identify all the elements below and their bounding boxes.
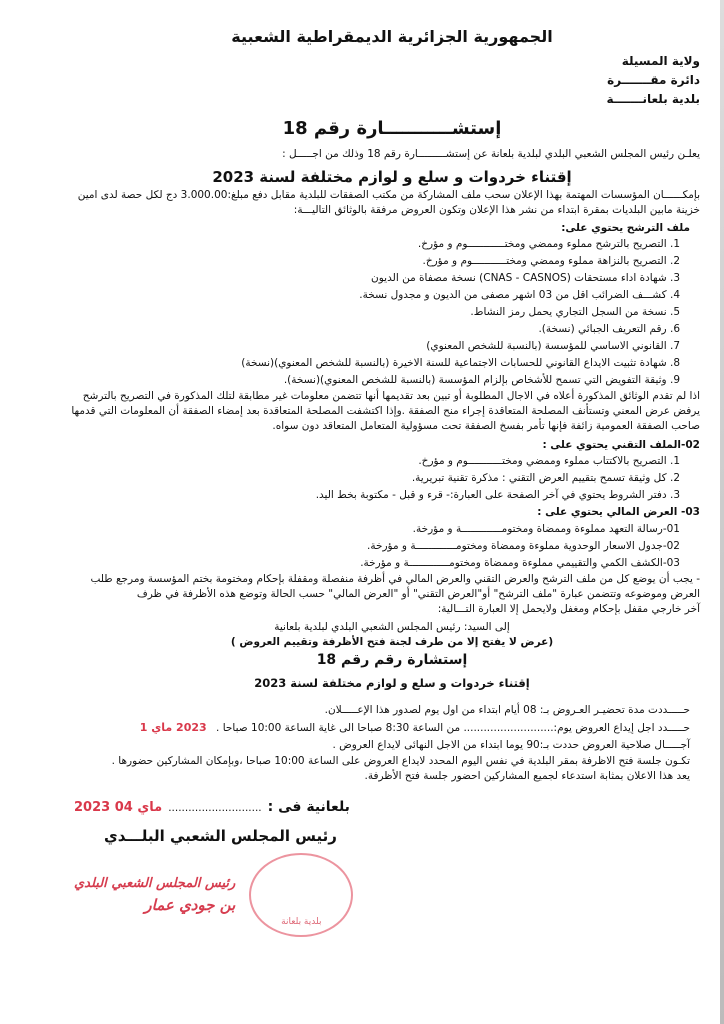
candidacy-item: 3. شهادة اداء مستحقات (CNAS - CASNOS) نسخة مصفاة من الديون xyxy=(371,272,680,284)
term-line: تكـون جلسة فتح الاظرفة بمقر البلدية في نفس اليوم المحدد لايداع العروض على الساعة 10:00 صباحا ،وبإمكان المشاركين حضورها . xyxy=(111,755,690,767)
candidacy-item: 9. وثيقة التفويض التي تسمح للأشخاص بإلزام المؤسسة (بالنسبة للشخص المعنوي)(نسخة). xyxy=(283,374,680,386)
term-line: يعد هذا الاعلان بمثابة استدعاء لجميع المشاركين احضور جلسة فتح الأظرفة. xyxy=(364,770,690,782)
financial-item: 03-الكشف الكمي والتقييمي مملوءة وممضاة ومختومـــــــــــــة و مؤرخة. xyxy=(360,557,680,569)
commune-label: بلدية بلعانـــــــة xyxy=(606,92,700,106)
seal-text: بلدية بلعانة xyxy=(281,917,322,927)
envelope-instructions: العرض وموضوعه وتتضمن عبارة "ملف الترشح" أو"العرض التقني" أو "العرض المالي" حسب الحالة وتوضع هذه الأظرفة في ظرف xyxy=(136,588,700,600)
candidacy-note: يرفض عرض المعني وتستأنف المصلحة المتعاقدة إجراء منح الصفقة .وإذا اكتشفت المصلحة المتعاقدة بعد إمضاء الصفقة أن المعلومات التي قدمها xyxy=(71,405,700,417)
term-line: آجـــــال صلاحية العروض حددت بـ:90 يوما ابتداء من الاجل النهائى لايداع العروض . xyxy=(332,739,690,751)
candidacy-item: 7. القانوني الاساسي للمؤسسة (بالنسبة للشخص المعنوي) xyxy=(426,340,680,352)
technical-item: 2. كل وثيقة تسمح بتقييم العرض التقني : مذكرة تقنية تبريرية. xyxy=(411,472,680,484)
candidacy-item: 6. رقم التعريف الجبائي (نسخة). xyxy=(538,323,680,335)
envelope-instructions: - يجب أن يوضع كل من ملف الترشح والعرض التقني والعرض المالي في أظرفة منفصلة ومقفلة بإحكام ومختومة بختم المؤسسة ومرجع طلب xyxy=(90,573,700,585)
place-label: بلعانية فى : xyxy=(267,799,350,815)
republic-heading: الجمهورية الجزائرية الديمقراطية الشعبية xyxy=(231,27,553,46)
envelope-note: (عرض لا يفتح إلا من طرف لجنة فتح الأظرفة وتقييم العروض ) xyxy=(230,636,554,648)
signature-block xyxy=(24,798,700,937)
candidacy-item: 5. نسخة من السجل التجاري يحمل رمز النشاط. xyxy=(470,306,680,318)
technical-item: 3. دفتر الشروط يحتوي في آخر الصفحة على العبارة:- قرء و قبل - مكتوبة بخط اليد. xyxy=(315,489,680,501)
financial-heading: 03- العرض المالي يحتوي على : xyxy=(537,506,700,518)
envelope-address: إلى السيد: رئيس المجلس الشعبي البلدي لبلدية بلعانية xyxy=(274,621,510,633)
wilaya-label: ولاية المسيلة xyxy=(621,54,700,68)
financial-item: 01-رسالة التعهد مملوءة وممضاة ومختومـــــــــــــة و مؤرخة. xyxy=(412,523,680,535)
term-line-deposit xyxy=(24,719,700,737)
consultation-title: إستشـــــــــــارة رقم 18 xyxy=(282,118,502,139)
subject-heading: إقتناء خردوات و سلع و لوازم مختلفة لسنة 2023 xyxy=(212,168,572,186)
signature-column xyxy=(74,798,353,937)
place-date-line xyxy=(74,798,350,817)
intro-line: خزينة مابين البلديات بمقرة ابتداء من نشر هذا الإعلان وتكون العروض مرفقة بالوثائق التاليـــة: xyxy=(293,204,700,216)
handwritten-signature: بن جودي عمار xyxy=(144,896,236,914)
place-date-dots: ............................ xyxy=(168,802,262,814)
official-seal xyxy=(249,853,353,937)
candidacy-heading: ملف الترشح يحتوي على: xyxy=(561,222,690,234)
signatory-title: رئيس المجلس الشعبي البلـــدي xyxy=(104,827,337,845)
candidacy-item: 2. التصريح بالنزاهة مملوء وممضي ومختـــــــــــوم و مؤرخ. xyxy=(422,255,680,267)
announcement-line: يعلـن رئيس المجلس الشعبي البلدي لبلدية بلعانة عن إستشـــــــــارة رقم 18 وذلك من اجـــــل : xyxy=(282,148,700,160)
candidacy-note: صاحب الصفقة العمومية زائفة فإنها تأمر بفسخ الصفقة تحت مسؤولية المتعامل المتعاقد دون سواه. xyxy=(272,420,700,432)
stamp-row xyxy=(74,853,353,937)
signature-stack xyxy=(74,874,235,916)
technical-item: 1. التصريح بالاكتتاب مملوء وممضي ومختـــــــــــوم و مؤرخ. xyxy=(418,455,680,467)
technical-heading: 02-الملف التقني يحتوي على : xyxy=(542,439,700,451)
envelope-subject: إقتناء خردوات و سلع و لوازم مختلفة لسنة 2023 xyxy=(254,676,530,690)
signature-title-stamp: رئيس المجلس الشعبي البلدي xyxy=(74,876,236,891)
candidacy-item: 4. كشـــف الضرائب اقل من 03 اشهر مصفى من الديون و مجدول نسخة. xyxy=(359,289,680,301)
candidacy-item: 1. التصريح بالترشح مملوء وممضي ومختــــــــــــوم و مؤرخ. xyxy=(417,238,680,250)
intro-line: بإمكــــــان المؤسسات المهتمة بهذا الإعلان سحب ملف المشاركة من مكتب الصفقات للبلدية مقابل دفع مبلغ:3.000.00 دج لكل حصة لدى امين xyxy=(77,189,700,201)
place-date-stamp: 2023 ماي 04 xyxy=(74,800,163,815)
candidacy-note: اذا لم تقدم الوثائق المذكورة أعلاه في الاجال المطلوبة أو تبين بعد تقديمها أنها تتضمن معلومات غير مطابقة لتلك المذكورة في التصريح بالترشح xyxy=(82,390,700,402)
term-line: حـــــدد اجل إيداع العروض يوم:........................... من الساعة 8:30 صباحا الى غاية الساعة 10:00 صباحا . xyxy=(216,722,690,734)
deposit-date-stamp: 2023 ماي 1 xyxy=(139,721,207,734)
scan-edge xyxy=(720,0,724,1024)
envelope-title: إستشارة رقم رقم 18 xyxy=(316,652,468,668)
term-line: حـــــددت مدة تحضيـر العـروض بـ: 08 أيام ابتداء من اول يوم لصدور هذا الإعـــــلان. xyxy=(324,704,690,716)
financial-item: 02-جدول الاسعار الوحدوية مملوءة وممضاة ومختومـــــــــــــة و مؤرخة. xyxy=(367,540,680,552)
daira-label: دائرة مقـــــــرة xyxy=(607,73,700,87)
candidacy-item: 8. شهادة تثبيت الايداع القانوني للحسابات الاجتماعية للسنة الاخيرة (بالنسبة للشخص المعنوي)(نسخة) xyxy=(241,357,680,369)
envelope-instructions: آخر خارجي مقفل بإحكام ومغفل ولايحمل إلا العبارة التـــالية: xyxy=(437,603,700,615)
